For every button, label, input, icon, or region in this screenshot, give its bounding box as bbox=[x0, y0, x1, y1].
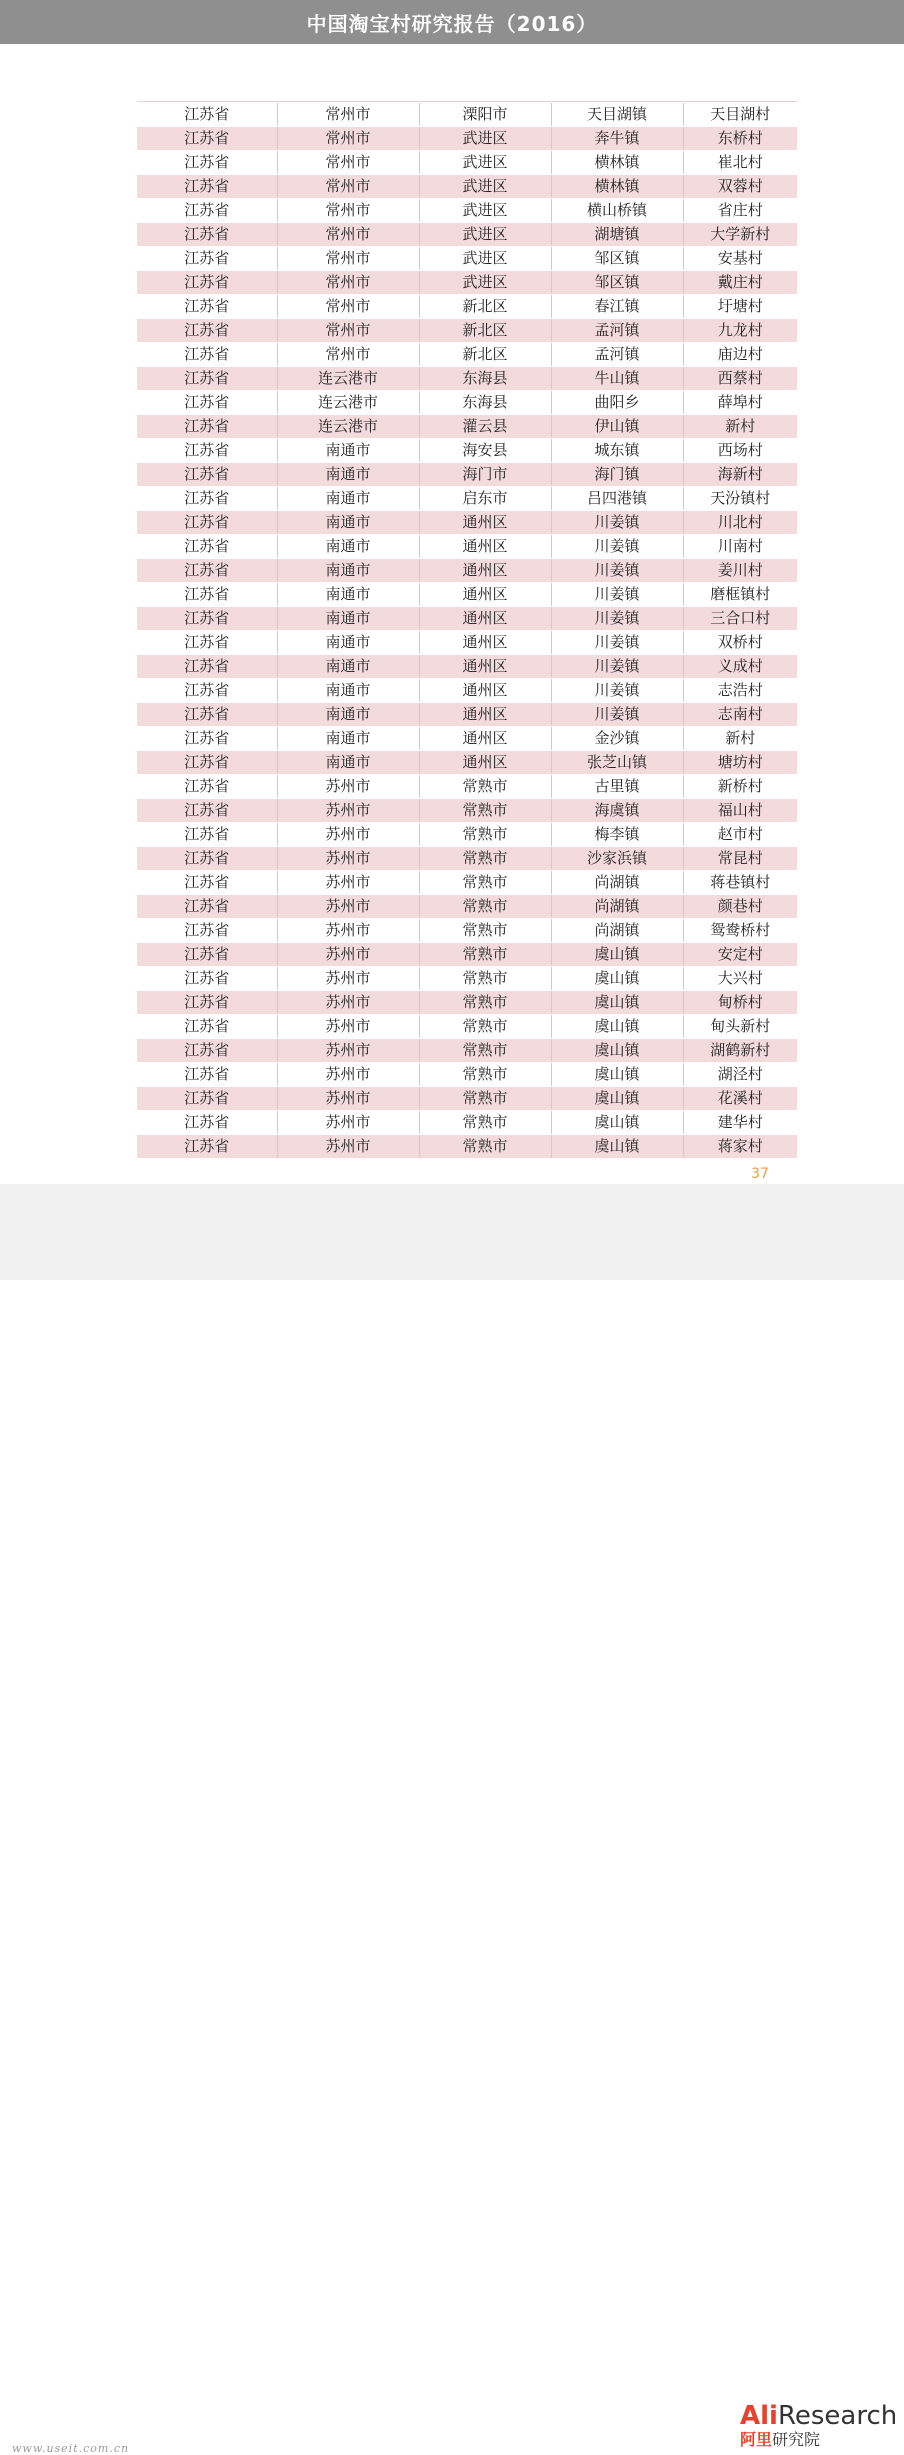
village-cell: 甸桥村 bbox=[683, 991, 797, 1015]
town-cell: 虞山镇 bbox=[551, 1039, 683, 1063]
table-row bbox=[137, 607, 797, 631]
village-cell: 塘坊村 bbox=[683, 751, 797, 775]
province-cell: 江苏省 bbox=[137, 223, 277, 247]
village-table-container bbox=[137, 103, 797, 1159]
town-cell: 吕四港镇 bbox=[551, 487, 683, 511]
city-cell: 常州市 bbox=[277, 127, 419, 151]
province-cell: 江苏省 bbox=[137, 943, 277, 967]
province-cell: 江苏省 bbox=[137, 1111, 277, 1135]
city-cell: 常州市 bbox=[277, 271, 419, 295]
province-cell: 江苏省 bbox=[137, 1063, 277, 1087]
province-cell: 江苏省 bbox=[137, 895, 277, 919]
town-cell: 川姜镇 bbox=[551, 631, 683, 655]
county-cell: 启东市 bbox=[419, 487, 551, 511]
county-cell: 新北区 bbox=[419, 295, 551, 319]
city-cell: 常州市 bbox=[277, 199, 419, 223]
town-cell: 川姜镇 bbox=[551, 511, 683, 535]
town-cell: 川姜镇 bbox=[551, 583, 683, 607]
town-cell: 孟河镇 bbox=[551, 319, 683, 343]
county-cell: 武进区 bbox=[419, 247, 551, 271]
town-cell: 伊山镇 bbox=[551, 415, 683, 439]
city-cell: 常州市 bbox=[277, 247, 419, 271]
town-cell: 邹区镇 bbox=[551, 247, 683, 271]
city-cell: 常州市 bbox=[277, 151, 419, 175]
county-cell: 常熟市 bbox=[419, 1015, 551, 1039]
city-cell: 苏州市 bbox=[277, 943, 419, 967]
city-cell: 常州市 bbox=[277, 223, 419, 247]
village-cell: 庙边村 bbox=[683, 343, 797, 367]
province-cell: 江苏省 bbox=[137, 295, 277, 319]
county-cell: 常熟市 bbox=[419, 991, 551, 1015]
county-cell: 武进区 bbox=[419, 127, 551, 151]
city-cell: 南通市 bbox=[277, 535, 419, 559]
city-cell: 苏州市 bbox=[277, 775, 419, 799]
town-cell: 虞山镇 bbox=[551, 1015, 683, 1039]
village-cell: 福山村 bbox=[683, 799, 797, 823]
table-row bbox=[137, 487, 797, 511]
county-cell: 常熟市 bbox=[419, 943, 551, 967]
province-cell: 江苏省 bbox=[137, 967, 277, 991]
province-cell: 江苏省 bbox=[137, 847, 277, 871]
page-footer bbox=[0, 1184, 904, 2455]
county-cell: 通州区 bbox=[419, 679, 551, 703]
town-cell: 春江镇 bbox=[551, 295, 683, 319]
table-row bbox=[137, 175, 797, 199]
village-cell: 颜巷村 bbox=[683, 895, 797, 919]
village-cell: 东桥村 bbox=[683, 127, 797, 151]
province-cell: 江苏省 bbox=[137, 151, 277, 175]
table-row bbox=[137, 631, 797, 655]
town-cell: 湖塘镇 bbox=[551, 223, 683, 247]
village-cell: 戴庄村 bbox=[683, 271, 797, 295]
county-cell: 常熟市 bbox=[419, 799, 551, 823]
table-row bbox=[137, 511, 797, 535]
county-cell: 通州区 bbox=[419, 703, 551, 727]
table-row bbox=[137, 271, 797, 295]
county-cell: 武进区 bbox=[419, 151, 551, 175]
province-cell: 江苏省 bbox=[137, 463, 277, 487]
town-cell: 牛山镇 bbox=[551, 367, 683, 391]
table-row bbox=[137, 703, 797, 727]
town-cell: 川姜镇 bbox=[551, 703, 683, 727]
province-cell: 江苏省 bbox=[137, 727, 277, 751]
city-cell: 南通市 bbox=[277, 703, 419, 727]
village-cell: 新村 bbox=[683, 727, 797, 751]
town-cell: 川姜镇 bbox=[551, 559, 683, 583]
town-cell: 川姜镇 bbox=[551, 655, 683, 679]
table-row bbox=[137, 319, 797, 343]
table-row bbox=[137, 535, 797, 559]
village-table-body bbox=[137, 103, 797, 1159]
province-cell: 江苏省 bbox=[137, 271, 277, 295]
city-cell: 常州市 bbox=[277, 319, 419, 343]
table-row bbox=[137, 1111, 797, 1135]
village-cell: 新村 bbox=[683, 415, 797, 439]
table-row bbox=[137, 823, 797, 847]
table-row bbox=[137, 895, 797, 919]
page-header bbox=[0, 0, 904, 44]
county-cell: 通州区 bbox=[419, 631, 551, 655]
table-row bbox=[137, 1135, 797, 1159]
village-cell: 川南村 bbox=[683, 535, 797, 559]
city-cell: 苏州市 bbox=[277, 1039, 419, 1063]
table-row bbox=[137, 799, 797, 823]
table-row bbox=[137, 223, 797, 247]
town-cell: 古里镇 bbox=[551, 775, 683, 799]
town-cell: 尚湖镇 bbox=[551, 871, 683, 895]
page-number: 37 bbox=[751, 1166, 769, 1182]
aliresearch-logo bbox=[740, 2402, 900, 2450]
town-cell: 川姜镇 bbox=[551, 535, 683, 559]
table-row bbox=[137, 367, 797, 391]
province-cell: 江苏省 bbox=[137, 871, 277, 895]
county-cell: 常熟市 bbox=[419, 823, 551, 847]
county-cell: 常熟市 bbox=[419, 1087, 551, 1111]
city-cell: 常州市 bbox=[277, 175, 419, 199]
county-cell: 常熟市 bbox=[419, 967, 551, 991]
table-row bbox=[137, 247, 797, 271]
village-cell: 义成村 bbox=[683, 655, 797, 679]
town-cell: 天目湖镇 bbox=[551, 103, 683, 127]
town-cell: 横林镇 bbox=[551, 151, 683, 175]
village-cell: 薛埠村 bbox=[683, 391, 797, 415]
village-cell: 湖鹤新村 bbox=[683, 1039, 797, 1063]
county-cell: 新北区 bbox=[419, 343, 551, 367]
city-cell: 南通市 bbox=[277, 727, 419, 751]
village-cell: 大兴村 bbox=[683, 967, 797, 991]
city-cell: 常州市 bbox=[277, 103, 419, 127]
village-cell: 鸳鸯桥村 bbox=[683, 919, 797, 943]
town-cell: 虞山镇 bbox=[551, 1135, 683, 1159]
city-cell: 南通市 bbox=[277, 607, 419, 631]
city-cell: 常州市 bbox=[277, 343, 419, 367]
county-cell: 海安县 bbox=[419, 439, 551, 463]
village-cell: 磨框镇村 bbox=[683, 583, 797, 607]
table-row bbox=[137, 679, 797, 703]
city-cell: 苏州市 bbox=[277, 823, 419, 847]
town-cell: 海虞镇 bbox=[551, 799, 683, 823]
city-cell: 苏州市 bbox=[277, 1087, 419, 1111]
table-row bbox=[137, 919, 797, 943]
province-cell: 江苏省 bbox=[137, 127, 277, 151]
city-cell: 连云港市 bbox=[277, 391, 419, 415]
village-cell: 三合口村 bbox=[683, 607, 797, 631]
village-cell: 蒋家村 bbox=[683, 1135, 797, 1159]
province-cell: 江苏省 bbox=[137, 775, 277, 799]
province-cell: 江苏省 bbox=[137, 175, 277, 199]
province-cell: 江苏省 bbox=[137, 919, 277, 943]
city-cell: 苏州市 bbox=[277, 919, 419, 943]
county-cell: 常熟市 bbox=[419, 1111, 551, 1135]
village-cell: 常昆村 bbox=[683, 847, 797, 871]
county-cell: 常熟市 bbox=[419, 1135, 551, 1159]
province-cell: 江苏省 bbox=[137, 655, 277, 679]
city-cell: 南通市 bbox=[277, 583, 419, 607]
town-cell: 虞山镇 bbox=[551, 1063, 683, 1087]
table-row bbox=[137, 343, 797, 367]
city-cell: 南通市 bbox=[277, 463, 419, 487]
village-cell: 湖泾村 bbox=[683, 1063, 797, 1087]
city-cell: 苏州市 bbox=[277, 871, 419, 895]
city-cell: 苏州市 bbox=[277, 895, 419, 919]
province-cell: 江苏省 bbox=[137, 247, 277, 271]
town-cell: 城东镇 bbox=[551, 439, 683, 463]
province-cell: 江苏省 bbox=[137, 1087, 277, 1111]
city-cell: 南通市 bbox=[277, 559, 419, 583]
county-cell: 常熟市 bbox=[419, 919, 551, 943]
village-cell: 花溪村 bbox=[683, 1087, 797, 1111]
city-cell: 连云港市 bbox=[277, 367, 419, 391]
logo-cn-brand: 阿里 bbox=[740, 2430, 773, 2449]
county-cell: 溧阳市 bbox=[419, 103, 551, 127]
town-cell: 虞山镇 bbox=[551, 967, 683, 991]
county-cell: 通州区 bbox=[419, 559, 551, 583]
table-row bbox=[137, 943, 797, 967]
town-cell: 川姜镇 bbox=[551, 607, 683, 631]
table-top-border bbox=[137, 101, 797, 102]
table-row bbox=[137, 727, 797, 751]
county-cell: 通州区 bbox=[419, 607, 551, 631]
county-cell: 新北区 bbox=[419, 319, 551, 343]
city-cell: 南通市 bbox=[277, 511, 419, 535]
village-cell: 安基村 bbox=[683, 247, 797, 271]
county-cell: 武进区 bbox=[419, 271, 551, 295]
table-row bbox=[137, 991, 797, 1015]
county-cell: 常熟市 bbox=[419, 1063, 551, 1087]
village-cell: 蒋巷镇村 bbox=[683, 871, 797, 895]
town-cell: 虞山镇 bbox=[551, 991, 683, 1015]
county-cell: 通州区 bbox=[419, 727, 551, 751]
town-cell: 虞山镇 bbox=[551, 1087, 683, 1111]
table-row bbox=[137, 151, 797, 175]
village-cell: 崔北村 bbox=[683, 151, 797, 175]
county-cell: 通州区 bbox=[419, 655, 551, 679]
table-row bbox=[137, 391, 797, 415]
town-cell: 横山桥镇 bbox=[551, 199, 683, 223]
province-cell: 江苏省 bbox=[137, 1015, 277, 1039]
province-cell: 江苏省 bbox=[137, 199, 277, 223]
village-cell: 姜川村 bbox=[683, 559, 797, 583]
city-cell: 连云港市 bbox=[277, 415, 419, 439]
province-cell: 江苏省 bbox=[137, 991, 277, 1015]
city-cell: 苏州市 bbox=[277, 1015, 419, 1039]
town-cell: 横林镇 bbox=[551, 175, 683, 199]
county-cell: 海门市 bbox=[419, 463, 551, 487]
province-cell: 江苏省 bbox=[137, 607, 277, 631]
village-cell: 九龙村 bbox=[683, 319, 797, 343]
table-row bbox=[137, 847, 797, 871]
village-cell: 省庄村 bbox=[683, 199, 797, 223]
table-row bbox=[137, 439, 797, 463]
province-cell: 江苏省 bbox=[137, 583, 277, 607]
village-cell: 西场村 bbox=[683, 439, 797, 463]
table-row bbox=[137, 775, 797, 799]
city-cell: 苏州市 bbox=[277, 1135, 419, 1159]
report-title: 中国淘宝村研究报告（2016） bbox=[306, 11, 598, 36]
county-cell: 东海县 bbox=[419, 391, 551, 415]
province-cell: 江苏省 bbox=[137, 439, 277, 463]
town-cell: 虞山镇 bbox=[551, 943, 683, 967]
table-row bbox=[137, 655, 797, 679]
town-cell: 奔牛镇 bbox=[551, 127, 683, 151]
logo-cn-suffix: 研究院 bbox=[772, 2430, 821, 2449]
watermark: www.useit.com.cn bbox=[12, 2442, 130, 2455]
province-cell: 江苏省 bbox=[137, 751, 277, 775]
village-cell: 建华村 bbox=[683, 1111, 797, 1135]
table-row bbox=[137, 1063, 797, 1087]
province-cell: 江苏省 bbox=[137, 1135, 277, 1159]
province-cell: 江苏省 bbox=[137, 103, 277, 127]
county-cell: 武进区 bbox=[419, 175, 551, 199]
city-cell: 苏州市 bbox=[277, 1063, 419, 1087]
city-cell: 南通市 bbox=[277, 655, 419, 679]
county-cell: 武进区 bbox=[419, 223, 551, 247]
county-cell: 通州区 bbox=[419, 511, 551, 535]
village-cell: 海新村 bbox=[683, 463, 797, 487]
province-cell: 江苏省 bbox=[137, 511, 277, 535]
county-cell: 常熟市 bbox=[419, 847, 551, 871]
village-cell: 志浩村 bbox=[683, 679, 797, 703]
province-cell: 江苏省 bbox=[137, 799, 277, 823]
city-cell: 苏州市 bbox=[277, 967, 419, 991]
province-cell: 江苏省 bbox=[137, 559, 277, 583]
town-cell: 虞山镇 bbox=[551, 1111, 683, 1135]
province-cell: 江苏省 bbox=[137, 415, 277, 439]
city-cell: 苏州市 bbox=[277, 991, 419, 1015]
table-row bbox=[137, 967, 797, 991]
province-cell: 江苏省 bbox=[137, 823, 277, 847]
province-cell: 江苏省 bbox=[137, 679, 277, 703]
table-row bbox=[137, 199, 797, 223]
province-cell: 江苏省 bbox=[137, 703, 277, 727]
town-cell: 尚湖镇 bbox=[551, 895, 683, 919]
village-cell: 双蓉村 bbox=[683, 175, 797, 199]
table-row bbox=[137, 1087, 797, 1111]
city-cell: 苏州市 bbox=[277, 1111, 419, 1135]
county-cell: 常熟市 bbox=[419, 895, 551, 919]
province-cell: 江苏省 bbox=[137, 1039, 277, 1063]
town-cell: 金沙镇 bbox=[551, 727, 683, 751]
county-cell: 通州区 bbox=[419, 583, 551, 607]
town-cell: 孟河镇 bbox=[551, 343, 683, 367]
city-cell: 苏州市 bbox=[277, 847, 419, 871]
village-cell: 志南村 bbox=[683, 703, 797, 727]
table-row bbox=[137, 1015, 797, 1039]
city-cell: 常州市 bbox=[277, 295, 419, 319]
town-cell: 曲阳乡 bbox=[551, 391, 683, 415]
province-cell: 江苏省 bbox=[137, 343, 277, 367]
logo-research-text: Research bbox=[777, 2401, 898, 2431]
table-row bbox=[137, 103, 797, 127]
village-cell: 天汾镇村 bbox=[683, 487, 797, 511]
county-cell: 东海县 bbox=[419, 367, 551, 391]
town-cell: 沙家浜镇 bbox=[551, 847, 683, 871]
city-cell: 苏州市 bbox=[277, 799, 419, 823]
village-cell: 双桥村 bbox=[683, 631, 797, 655]
village-cell: 安定村 bbox=[683, 943, 797, 967]
logo-ali-text: Ali bbox=[740, 2401, 778, 2431]
county-cell: 常熟市 bbox=[419, 1039, 551, 1063]
village-cell: 川北村 bbox=[683, 511, 797, 535]
city-cell: 南通市 bbox=[277, 631, 419, 655]
province-cell: 江苏省 bbox=[137, 319, 277, 343]
province-cell: 江苏省 bbox=[137, 367, 277, 391]
county-cell: 常熟市 bbox=[419, 871, 551, 895]
village-cell: 天目湖村 bbox=[683, 103, 797, 127]
village-table bbox=[137, 103, 797, 1159]
city-cell: 南通市 bbox=[277, 679, 419, 703]
county-cell: 通州区 bbox=[419, 535, 551, 559]
province-cell: 江苏省 bbox=[137, 487, 277, 511]
county-cell: 常熟市 bbox=[419, 775, 551, 799]
table-row bbox=[137, 415, 797, 439]
town-cell: 张芝山镇 bbox=[551, 751, 683, 775]
city-cell: 南通市 bbox=[277, 751, 419, 775]
county-cell: 武进区 bbox=[419, 199, 551, 223]
town-cell: 川姜镇 bbox=[551, 679, 683, 703]
table-row bbox=[137, 1039, 797, 1063]
town-cell: 梅李镇 bbox=[551, 823, 683, 847]
city-cell: 南通市 bbox=[277, 439, 419, 463]
village-cell: 新桥村 bbox=[683, 775, 797, 799]
table-row bbox=[137, 871, 797, 895]
town-cell: 海门镇 bbox=[551, 463, 683, 487]
village-cell: 大学新村 bbox=[683, 223, 797, 247]
town-cell: 邹区镇 bbox=[551, 271, 683, 295]
table-row bbox=[137, 559, 797, 583]
table-row bbox=[137, 463, 797, 487]
village-cell: 甸头新村 bbox=[683, 1015, 797, 1039]
table-row bbox=[137, 583, 797, 607]
table-row bbox=[137, 751, 797, 775]
county-cell: 通州区 bbox=[419, 751, 551, 775]
city-cell: 南通市 bbox=[277, 487, 419, 511]
county-cell: 灌云县 bbox=[419, 415, 551, 439]
province-cell: 江苏省 bbox=[137, 535, 277, 559]
village-cell: 圩塘村 bbox=[683, 295, 797, 319]
village-cell: 赵市村 bbox=[683, 823, 797, 847]
table-row bbox=[137, 295, 797, 319]
province-cell: 江苏省 bbox=[137, 391, 277, 415]
village-cell: 西蔡村 bbox=[683, 367, 797, 391]
table-row bbox=[137, 127, 797, 151]
town-cell: 尚湖镇 bbox=[551, 919, 683, 943]
province-cell: 江苏省 bbox=[137, 631, 277, 655]
